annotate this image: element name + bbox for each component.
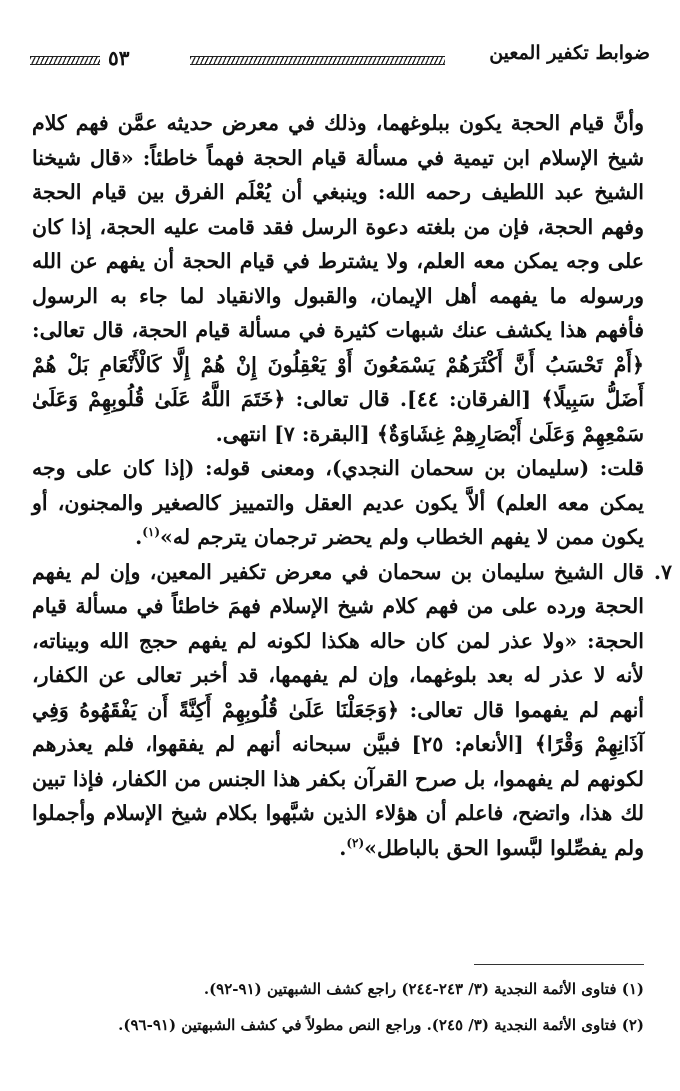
footnote-divider <box>474 964 644 965</box>
list-item-7: ٧. قال الشيخ سليمان بن سحمان في معرض تكفير المعين، وإن لم يفهم الحجة ورده على من فهم كلام شيخ الإسلام فهمَ خاطئاً في مسألة قيام الحجة: «ولا عذر لمن كان حاله هكذا لكونه لم يفهم حجج الله وبيناته، لأنه لا عذر له بعد بلوغهما، وإن لم يفهمها، قد أخبر تعالى عن الكفار، أنهم لم يفهموا قال تعالى: ﴿وَجَعَلْنَا عَلَىٰ قُلُوبِهِمْ أَكِنَّةً أَن يَفْقَهُوهُ وَفِي آذَانِهِمْ وَقْرًا﴾ [الأنعام: ٢٥] فبيَّن سبحانه أنهم لم يفقهوا، فلم يعذرهم لكونهم لم يفهموا، بل صرح القرآن بكفر هذا الجنس من الكفار، فإذا تبين لك هذا، واتضح، فاعلم أن هؤلاء الذين شبَّهوا بكلام شيخ الإسلام وأجملوا ولم يفصِّلوا لبَّسوا الحق بالباطل»$^{(٢)}$. <box>32 555 644 866</box>
page-header <box>30 38 650 78</box>
footnote-ref-2[interactable]: (٢) <box>346 835 365 850</box>
footnote-2: (٢) فتاوى الأئمة النجدية (٣/ ٢٤٥). وراجع النص مطولاً في كشف الشبهتين (٩١-٩٦). <box>118 1016 644 1034</box>
running-title: ضوابط تكفير المعين <box>489 42 650 64</box>
paragraph-2-text: قلت: (سليمان بن سحمان النجدي)، ومعنى قوله: (إذا كان على وجه يمكن معه العلم) ألاَّ يكون عديم العقل والتمييز كالصغير والمجنون، أو يكون ممن لا يفهم الخطاب ولم يحضر ترجمان يترجم له» <box>32 456 644 549</box>
list-number: ٧. <box>653 559 672 584</box>
page-number: ٥٣ <box>108 46 130 70</box>
paragraph-2: قلت: (سليمان بن سحمان النجدي)، ومعنى قوله: (إذا كان على وجه يمكن معه العلم) ألاَّ يكون عديم العقل والتمييز كالصغير والمجنون، أو يكون ممن لا يفهم الخطاب ولم يحضر ترجمان يترجم له»$^{(١)}$. <box>32 456 644 549</box>
list-item-7-text: قال الشيخ سليمان بن سحمان في معرض تكفير المعين، وإن لم يفهم الحجة ورده على من فهم كلام شيخ الإسلام فهمَ خاطئاً في مسألة قيام الحجة: «ولا عذر لمن كان حاله هكذا لكونه لم يفهم حجج الله وبيناته، لأنه لا عذر له بعد بلوغهما، وإن لم يفهمها، قد أخبر تعالى عن الكفار، أنهم لم يفهموا قال تعالى: ﴿وَجَعَلْنَا عَلَىٰ قُلُوبِهِمْ أَكِنَّةً أَن يَفْقَهُوهُ وَفِي آذَانِهِمْ وَقْرًا﴾ [الأنعام: ٢٥] فبيَّن سبحانه أنهم لم يفقهوا، فلم يعذرهم لكونهم لم يفهموا، بل صرح القرآن بكفر هذا الجنس من الكفار، فإذا تبين لك هذا، واتضح، فاعلم أن هؤلاء الذين شبَّهوا بكلام شيخ الإسلام وأجملوا ولم يفصِّلوا لبَّسوا الحق بالباطل» <box>32 559 645 860</box>
header-ornament <box>190 56 445 65</box>
paragraph-1: وأنَّ قيام الحجة يكون ببلوغهما، وذلك في معرض حديثه عمَّن فهم كلام شيخ الإسلام ابن تيمية في مسألة قيام الحجة فهماً خاطئاً: «قال شيخنا الشيخ عبد اللطيف رحمه الله: وينبغي أن يُعْلَم الفرق بين قيام الحجة وفهم الحجة، فإن من بلغته دعوة الرسل فقد قامت عليه الحجة، إذا كان على وجه يمكن معه العلم، ولا يشترط في قيام الحجة أن يفهم عن الله ورسوله ما يفهمه أهل الإيمان، والقبول والانقياد لما جاء به الرسول فأفهم هذا يكشف عنك شبهات كثيرة في مسألة قيام الحجة، قال تعالى: ﴿أَمْ تَحْسَبُ أَنَّ أَكْثَرَهُمْ يَسْمَعُونَ أَوْ يَعْقِلُونَ إِنْ هُمْ إِلَّا كَالْأَنْعَامِ بَلْ هُمْ أَضَلُّ سَبِيلًا﴾ [الفرقان: ٤٤]. قال تعالى: ﴿خَتَمَ اللَّهُ عَلَىٰ قُلُوبِهِمْ وَعَلَىٰ سَمْعِهِمْ وَعَلَىٰ أَبْصَارِهِمْ غِشَاوَةٌ﴾ [البقرة: ٧] انتهى. <box>32 111 645 446</box>
main-text <box>32 106 672 865</box>
header-ornament-left <box>30 56 100 65</box>
footnote-ref-1[interactable]: (١) <box>142 525 161 540</box>
footnotes <box>32 976 644 1048</box>
footnote-1: (١) فتاوى الأئمة النجدية (٣/ ٢٤٣-٢٤٤) راجع كشف الشبهتين (٩١-٩٢). <box>203 980 644 998</box>
